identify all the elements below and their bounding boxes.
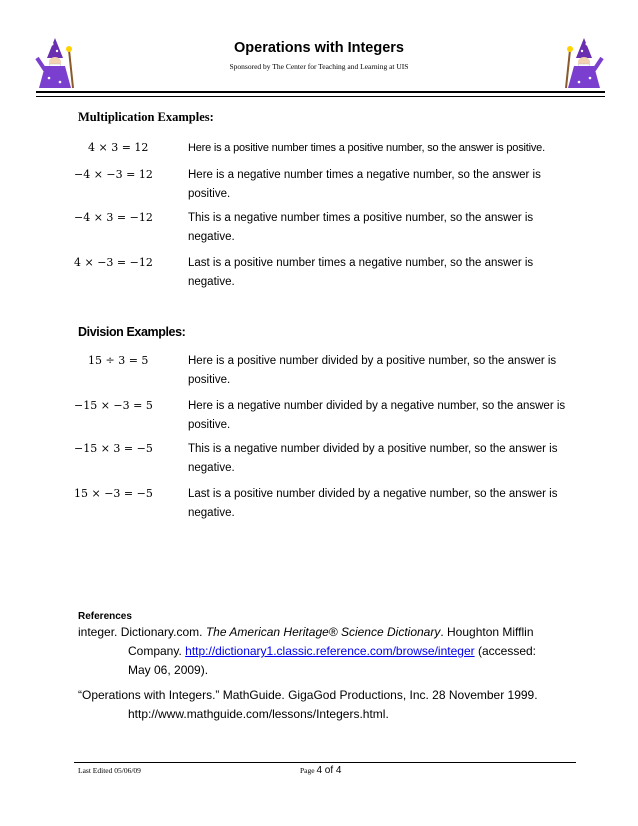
ref-source-title: The American Heritage® Science Dictionary [205, 625, 441, 639]
ref-text: (accessed: [477, 644, 536, 658]
explanation: This is a negative number times a positive number, so the answer is negative. [188, 212, 534, 243]
equation: −4 × 3 = −12 [74, 211, 153, 224]
reference-item [78, 686, 568, 724]
ref-url: http://www.mathguide.com/lessons/Integers.html. [128, 707, 389, 721]
reference-item [78, 623, 568, 680]
footer-divider [74, 762, 576, 763]
equation: −4 × −3 = 12 [74, 168, 153, 181]
reference-link[interactable]: http://dictionary1.classic.reference.com/browse/integer [185, 644, 475, 658]
explanation: Last is a positive number times a negative number, so the answer is negative. [188, 257, 534, 288]
page-count: 4 of 4 [316, 765, 342, 776]
equation: 4 × −3 = −12 [74, 256, 153, 269]
explanation: Here is a positive number times a positive number, so the answer is positive. [188, 142, 545, 154]
references-title: References [78, 611, 132, 622]
equation: 15 × −3 = −5 [74, 487, 153, 500]
division-title: Division Examples: [78, 325, 186, 339]
ref-text: Company. [128, 644, 182, 658]
ref-text: integer. Dictionary.com. [78, 625, 203, 639]
header-divider [36, 91, 605, 93]
equation: 15 ÷ 3 = 5 [88, 354, 149, 367]
multiplication-title: Multiplication Examples: [78, 110, 214, 124]
explanation: Here is a negative number times a negative number, so the answer is positive. [188, 169, 541, 200]
explanation: Here is a positive number divided by a positive number, so the answer is positive. [188, 355, 557, 386]
page-title: Operations with Integers [234, 40, 404, 56]
ref-text: May 06, 2009). [128, 663, 209, 677]
equation: −15 × −3 = 5 [74, 399, 153, 412]
ref-text: . Houghton Mifflin [440, 625, 534, 639]
page-label: Page [300, 766, 315, 775]
explanation: Here is a negative number divided by a negative number, so the answer is positive. [188, 400, 566, 431]
header-divider [36, 96, 605, 97]
explanation: Last is a positive number divided by a negative number, so the answer is negative. [188, 488, 558, 519]
explanation: This is a negative number divided by a positive number, so the answer is negative. [188, 443, 558, 474]
equation: −15 × 3 = −5 [74, 442, 153, 455]
page-number [300, 765, 342, 776]
page-subtitle: Sponsored by The Center for Teaching and Learning at UIS [229, 62, 409, 71]
equation: 4 × 3 = 12 [88, 141, 149, 154]
ref-text: “Operations with Integers.” MathGuide. GigaGod Productions, Inc. 28 November 1999. [78, 688, 538, 702]
last-edited: Last Edited 05/06/09 [78, 766, 141, 775]
